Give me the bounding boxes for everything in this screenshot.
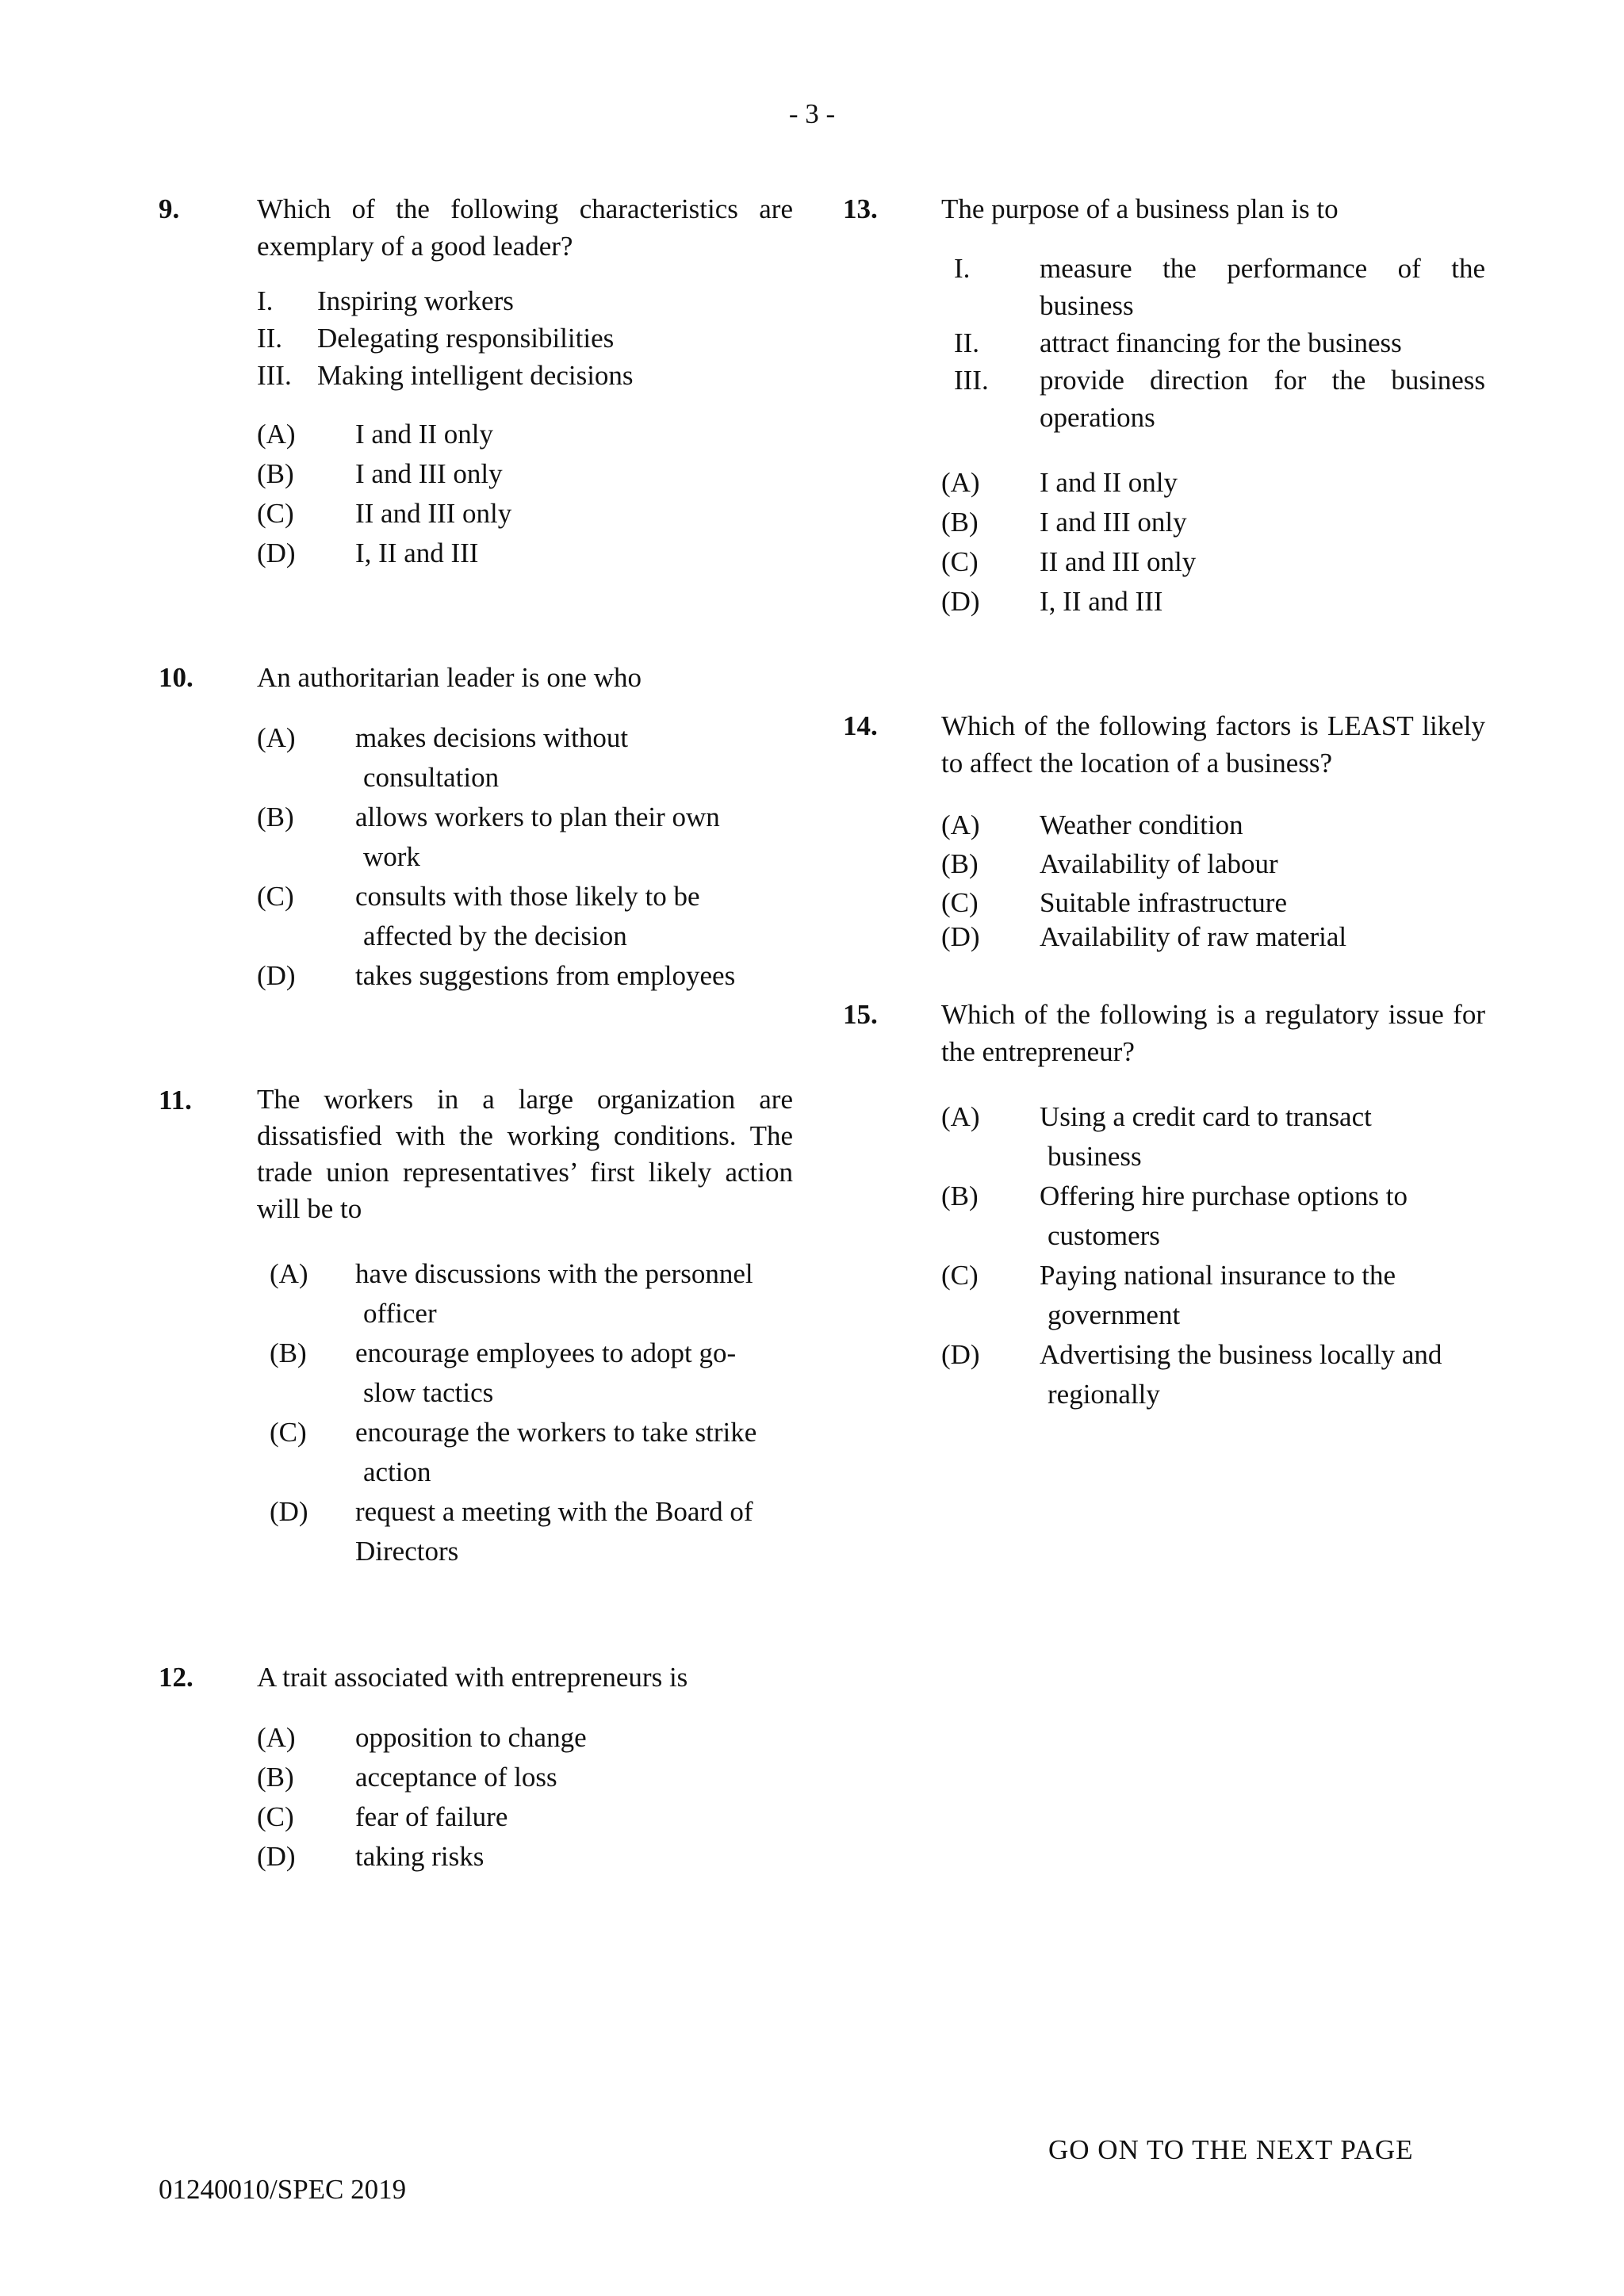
option-text-continued: slow tactics bbox=[363, 1377, 494, 1408]
answer-options bbox=[941, 806, 1485, 956]
option-text: opposition to change bbox=[355, 1722, 587, 1753]
question-14 bbox=[843, 707, 1485, 956]
answer-option-c[interactable] bbox=[941, 1256, 1485, 1335]
option-text: Suitable infrastructure bbox=[1040, 887, 1287, 918]
statement-item bbox=[257, 320, 793, 357]
option-text: encourage the workers to take strike bbox=[355, 1417, 757, 1448]
statement-item bbox=[257, 282, 793, 320]
option-text: I and II only bbox=[355, 419, 493, 450]
option-text-continued: affected by the decision bbox=[363, 920, 627, 951]
option-letter: (C) bbox=[257, 1801, 294, 1832]
option-text: fear of failure bbox=[355, 1801, 508, 1832]
option-text: I and III only bbox=[1040, 507, 1187, 538]
answer-options bbox=[257, 718, 793, 996]
option-text: Paying national insurance to the bbox=[1040, 1260, 1396, 1291]
question-number: 9. bbox=[159, 193, 180, 224]
answer-option-c[interactable] bbox=[257, 1797, 793, 1837]
statement-numeral: III. bbox=[954, 365, 989, 396]
option-text-continued: work bbox=[363, 841, 420, 872]
option-letter: (B) bbox=[941, 507, 979, 538]
option-letter: (D) bbox=[257, 960, 296, 991]
option-letter: (A) bbox=[941, 467, 980, 498]
statement-text: Making intelligent decisions bbox=[317, 360, 634, 391]
question-9 bbox=[159, 190, 793, 573]
option-text: Offering hire purchase options to bbox=[1040, 1181, 1408, 1211]
option-letter: (D) bbox=[270, 1496, 308, 1527]
question-stem: Which of the following is a regulatory issue for the entrepreneur? bbox=[941, 999, 1485, 1067]
answer-option-b[interactable] bbox=[257, 454, 793, 494]
option-text: taking risks bbox=[355, 1841, 485, 1872]
answer-option-c[interactable] bbox=[941, 883, 1485, 922]
answer-option-d[interactable] bbox=[941, 1335, 1485, 1414]
answer-option-d[interactable] bbox=[257, 1492, 793, 1571]
statement-item bbox=[954, 324, 1485, 362]
question-stem: An authoritarian leader is one who bbox=[257, 662, 642, 693]
option-text: I and II only bbox=[1040, 467, 1178, 498]
option-text: Advertising the business locally and bbox=[1040, 1339, 1442, 1370]
statement-text: measure the performance of the business bbox=[1040, 253, 1485, 321]
statement-text: provide direction for the business operations bbox=[1040, 365, 1485, 433]
question-11 bbox=[159, 1081, 793, 1571]
answer-option-a[interactable] bbox=[941, 806, 1485, 844]
option-letter: (B) bbox=[941, 848, 979, 879]
question-stem: Which of the following factors is LEAST likely to affect the location of a business? bbox=[941, 710, 1485, 779]
option-text: I, II and III bbox=[1040, 586, 1163, 617]
option-letter: (C) bbox=[270, 1417, 307, 1448]
question-number: 11. bbox=[159, 1085, 192, 1115]
statement-numeral: I. bbox=[954, 253, 971, 284]
statement-numeral: II. bbox=[954, 327, 980, 358]
option-letter: (C) bbox=[257, 498, 294, 529]
statement-text: Delegating responsibilities bbox=[317, 323, 615, 354]
option-letter: (D) bbox=[941, 586, 980, 617]
statement-numeral: I. bbox=[257, 285, 274, 316]
answer-options bbox=[257, 1254, 793, 1571]
option-text-continued: action bbox=[363, 1456, 431, 1487]
answer-option-a[interactable] bbox=[941, 463, 1485, 503]
answer-options bbox=[257, 1718, 793, 1877]
option-letter: (A) bbox=[270, 1258, 308, 1289]
option-text-continued: customers bbox=[1048, 1220, 1160, 1251]
option-text: consults with those likely to be bbox=[355, 881, 700, 912]
option-letter: (B) bbox=[941, 1181, 979, 1211]
option-letter: (A) bbox=[257, 1722, 296, 1753]
answer-option-c[interactable] bbox=[941, 542, 1485, 582]
answer-option-d[interactable] bbox=[941, 917, 1485, 956]
option-text: Using a credit card to transact bbox=[1040, 1101, 1372, 1132]
option-text: II and III only bbox=[355, 498, 512, 529]
option-text: acceptance of loss bbox=[355, 1762, 557, 1793]
option-text: encourage employees to adopt go- bbox=[355, 1337, 737, 1368]
statement-item bbox=[257, 357, 793, 394]
question-stem: Which of the following characteristics are exemplary of a good leader? bbox=[257, 193, 793, 262]
option-text: I, II and III bbox=[355, 538, 479, 568]
answer-option-c[interactable] bbox=[257, 1413, 793, 1492]
statement-list bbox=[257, 282, 793, 394]
answer-option-b[interactable] bbox=[257, 1758, 793, 1797]
question-number: 15. bbox=[843, 999, 878, 1030]
answer-option-b[interactable] bbox=[941, 844, 1485, 883]
page-number: - 3 - bbox=[788, 98, 836, 129]
statement-item bbox=[954, 250, 1485, 324]
option-text: Availability of labour bbox=[1040, 848, 1278, 879]
question-13 bbox=[843, 190, 1485, 622]
statement-list bbox=[954, 250, 1485, 436]
answer-option-d[interactable] bbox=[257, 956, 793, 996]
paper-code: 01240010/SPEC 2019 bbox=[159, 2174, 407, 2205]
answer-option-b[interactable] bbox=[941, 503, 1485, 542]
option-text-continued: business bbox=[1048, 1141, 1142, 1172]
option-letter: (D) bbox=[257, 538, 296, 568]
option-text-continued: officer bbox=[363, 1298, 437, 1329]
option-text: request a meeting with the Board of bbox=[355, 1496, 753, 1527]
option-letter: (B) bbox=[270, 1337, 307, 1368]
option-text: Weather condition bbox=[1040, 809, 1243, 840]
answer-options bbox=[257, 415, 793, 573]
option-text: takes suggestions from employees bbox=[355, 960, 736, 991]
option-text: Availability of raw material bbox=[1040, 921, 1347, 952]
option-letter: (B) bbox=[257, 802, 294, 832]
question-stem: A trait associated with entrepreneurs is bbox=[257, 1662, 688, 1693]
option-text: II and III only bbox=[1040, 546, 1197, 577]
option-text-continued: regionally bbox=[1048, 1379, 1160, 1410]
question-number: 13. bbox=[843, 193, 878, 224]
question-number: 12. bbox=[159, 1662, 193, 1693]
option-text: I and III only bbox=[355, 458, 503, 489]
option-text-continued: government bbox=[1048, 1299, 1181, 1330]
answer-option-b[interactable] bbox=[257, 1334, 793, 1413]
answer-option-b[interactable] bbox=[257, 798, 793, 877]
option-text-continued: consultation bbox=[363, 762, 500, 793]
statement-text: Inspiring workers bbox=[317, 285, 514, 316]
option-text-continued: Directors bbox=[355, 1536, 459, 1567]
answer-option-a[interactable] bbox=[257, 1254, 793, 1334]
option-letter: (C) bbox=[941, 1260, 979, 1291]
option-letter: (A) bbox=[257, 419, 296, 450]
go-on-next-page-notice: GO ON TO THE NEXT PAGE bbox=[1048, 2134, 1414, 2165]
option-letter: (C) bbox=[257, 881, 294, 912]
answer-option-b[interactable] bbox=[941, 1177, 1485, 1256]
option-text: allows workers to plan their own bbox=[355, 802, 720, 832]
answer-option-d[interactable] bbox=[941, 582, 1485, 622]
answer-option-a[interactable] bbox=[941, 1097, 1485, 1177]
answer-option-d[interactable] bbox=[257, 534, 793, 573]
statement-numeral: III. bbox=[257, 360, 292, 391]
option-letter: (A) bbox=[941, 1101, 980, 1132]
question-number: 14. bbox=[843, 710, 878, 741]
option-letter: (B) bbox=[257, 458, 294, 489]
right-column bbox=[843, 190, 1485, 1414]
option-letter: (B) bbox=[257, 1762, 294, 1793]
question-stem: The workers in a large organization are dissatisfied with the working conditions. The trade union representatives’ first likely action will be to bbox=[257, 1084, 793, 1224]
option-text: have discussions with the personnel bbox=[355, 1258, 753, 1289]
left-column bbox=[159, 190, 793, 1877]
option-letter: (A) bbox=[941, 809, 980, 840]
question-10 bbox=[159, 659, 793, 996]
answer-options bbox=[941, 1097, 1485, 1414]
statement-item bbox=[954, 362, 1485, 436]
option-letter: (D) bbox=[941, 1339, 980, 1370]
option-letter: (C) bbox=[941, 546, 979, 577]
answer-options bbox=[941, 463, 1485, 622]
statement-numeral: II. bbox=[257, 323, 283, 354]
answer-option-a[interactable] bbox=[257, 718, 793, 798]
option-text: makes decisions without bbox=[355, 722, 629, 753]
statement-text: attract financing for the business bbox=[1040, 327, 1402, 358]
option-letter: (C) bbox=[941, 887, 979, 918]
option-letter: (D) bbox=[257, 1841, 296, 1872]
answer-option-c[interactable] bbox=[257, 494, 793, 534]
answer-option-a[interactable] bbox=[257, 415, 793, 454]
option-letter: (D) bbox=[941, 921, 980, 952]
question-number: 10. bbox=[159, 662, 193, 693]
question-15 bbox=[843, 996, 1485, 1414]
question-stem: The purpose of a business plan is to bbox=[941, 193, 1339, 224]
question-12 bbox=[159, 1659, 793, 1877]
option-letter: (A) bbox=[257, 722, 296, 753]
answer-option-c[interactable] bbox=[257, 877, 793, 956]
answer-option-a[interactable] bbox=[257, 1718, 793, 1758]
answer-option-d[interactable] bbox=[257, 1837, 793, 1877]
